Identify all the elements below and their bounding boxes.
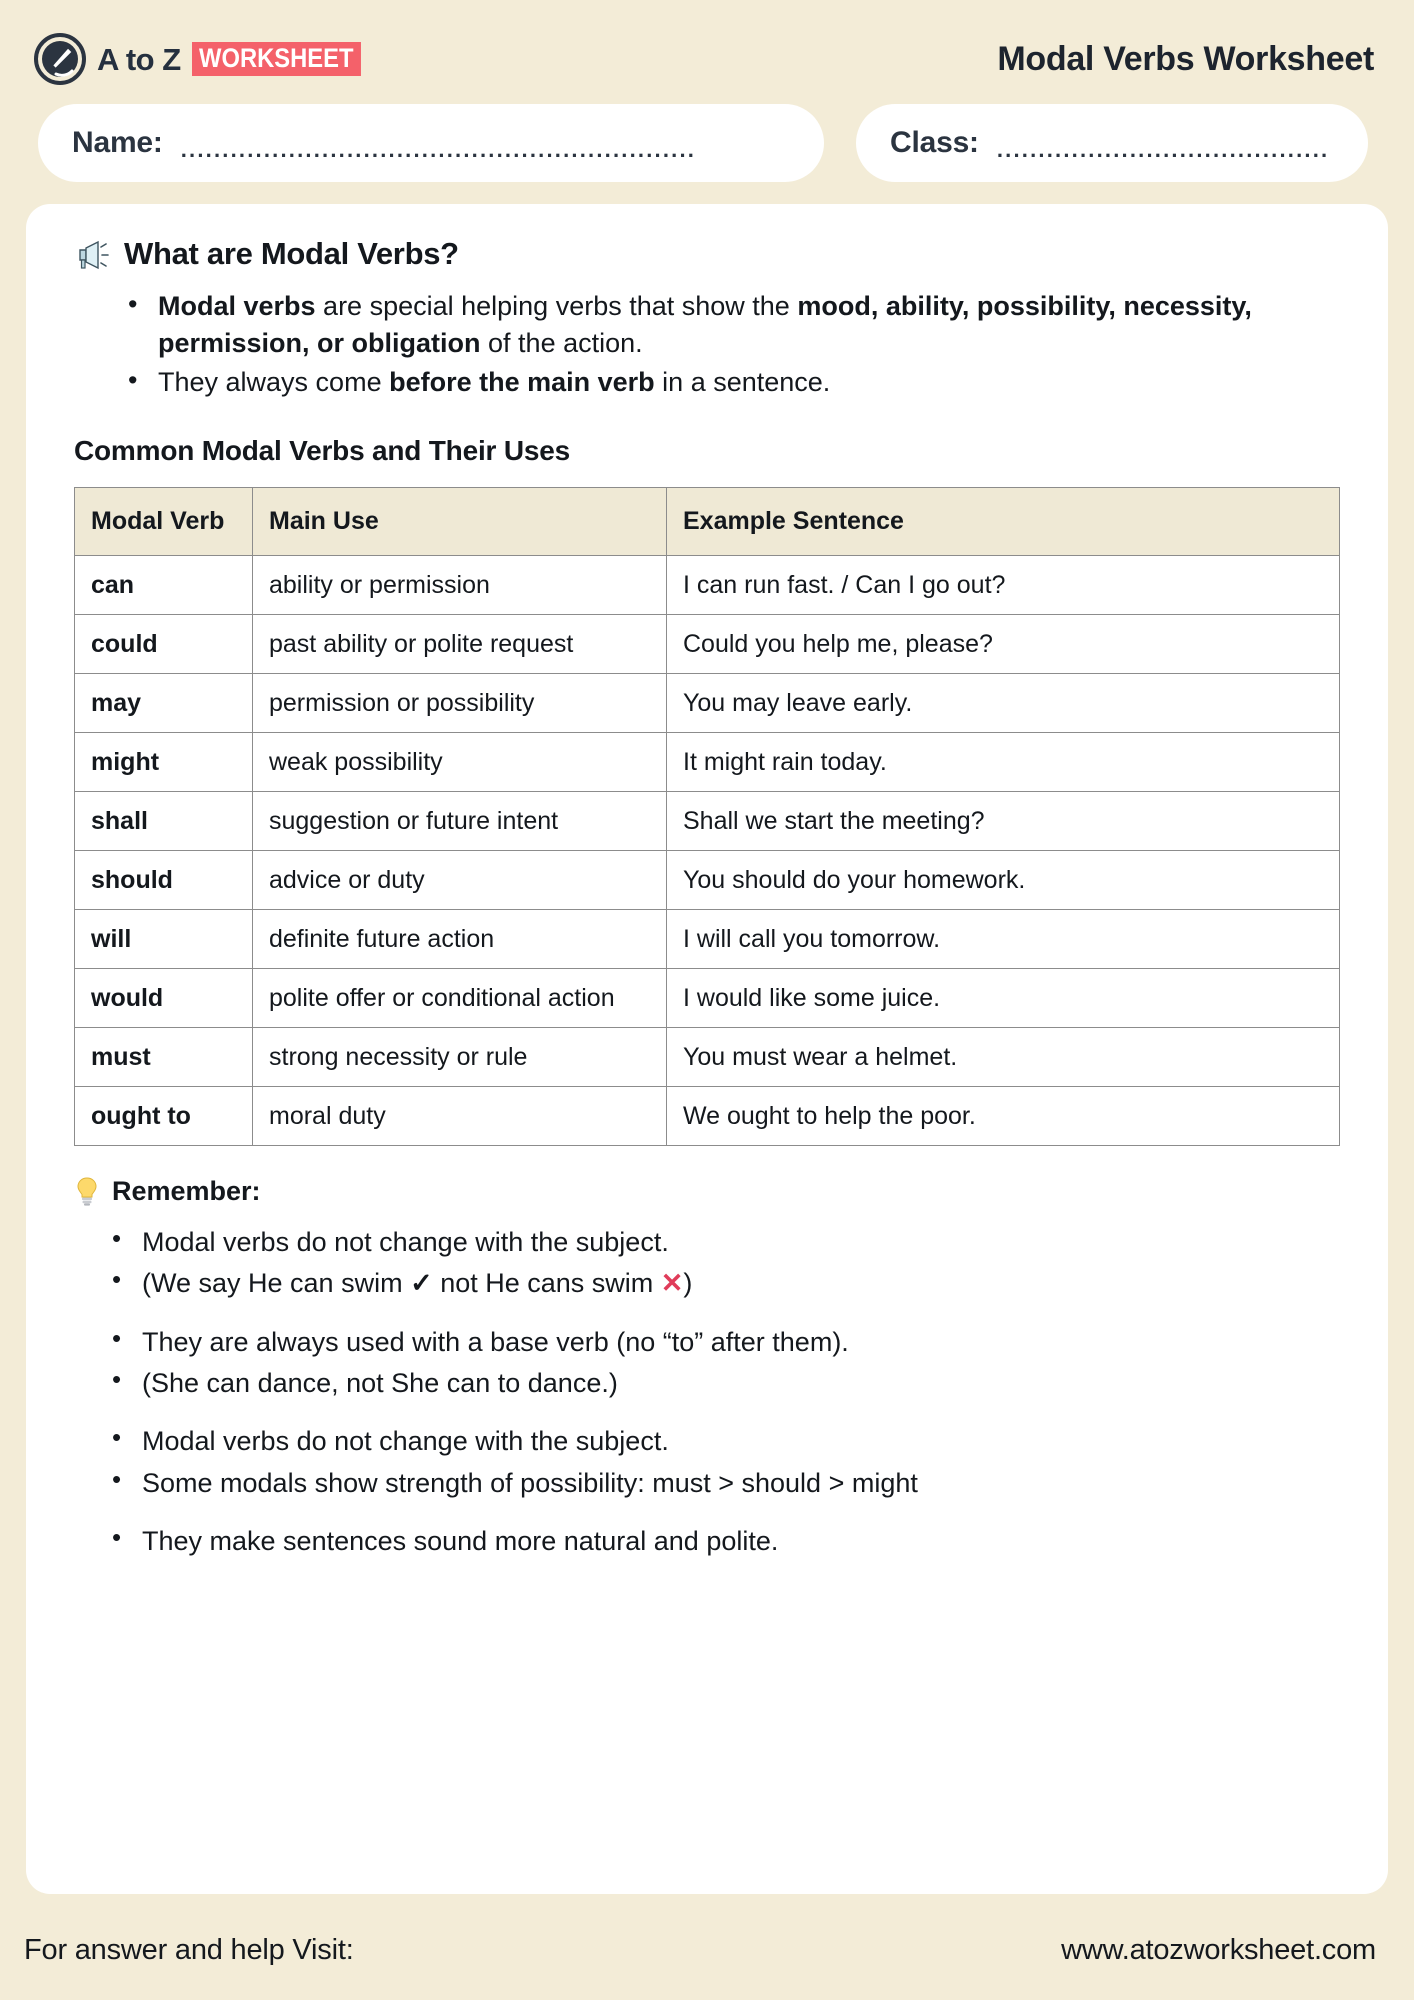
table-row (75, 673, 1340, 732)
footer-help-text: For answer and help Visit: (24, 1933, 354, 1966)
cell-verb: might (75, 732, 253, 791)
remember-item-1-mid: not He cans swim (432, 1268, 661, 1299)
list-item (128, 288, 1356, 362)
cell-example: You must wear a helmet. (667, 1027, 1340, 1086)
intro-b1-strong1: Modal verbs (158, 291, 316, 321)
cell-verb: should (75, 850, 253, 909)
remember-heading-text: Remember: (112, 1175, 261, 1206)
cell-example: I can run fast. / Can I go out? (667, 555, 1340, 614)
remember-item-1-pre: (We say He can swim (142, 1268, 411, 1299)
page-title: Modal Verbs Worksheet (997, 39, 1374, 78)
cell-verb: ought to (75, 1086, 253, 1145)
cell-use: advice or duty (253, 850, 667, 909)
cell-example: You should do your homework. (667, 850, 1340, 909)
intro-b2-text2: in a sentence. (654, 366, 831, 397)
lightbulb-icon (74, 1176, 100, 1206)
remember-item-0: Modal verbs do not change with the subject. (142, 1226, 669, 1257)
worksheet-card (26, 204, 1388, 1894)
remember-item-3: (She can dance, not She can to dance.) (142, 1367, 618, 1398)
brand-logo (34, 33, 383, 85)
cell-use: ability or permission (253, 555, 667, 614)
intro-b2-strong1: before the main verb (389, 366, 655, 397)
modal-verbs-table (74, 487, 1340, 1146)
cell-verb: could (75, 614, 253, 673)
cell-use: definite future action (253, 909, 667, 968)
page-footer (0, 1914, 1414, 2000)
cell-verb: can (75, 555, 253, 614)
cell-use: permission or possibility (253, 673, 667, 732)
intro-b2-text1: They always come (158, 366, 390, 397)
cell-example: I would like some juice. (667, 968, 1340, 1027)
intro-b1-text1: are special helping verbs that show the (315, 291, 798, 321)
page-header (0, 0, 1414, 104)
list-item (110, 1264, 1356, 1302)
checkmark-icon: ✓ (410, 1268, 433, 1299)
cell-example: It might rain today. (667, 732, 1340, 791)
cell-verb: will (75, 909, 253, 968)
brand-atoz-text: A to Z (97, 41, 181, 77)
remember-item-1-post: ) (683, 1268, 693, 1299)
name-field-box[interactable] (38, 104, 824, 182)
list-item (128, 364, 1356, 401)
name-label: Name: (72, 126, 163, 159)
cell-use: moral duty (253, 1086, 667, 1145)
remember-bullet-list (110, 1223, 1356, 1560)
cell-example: We ought to help the poor. (667, 1086, 1340, 1145)
intro-heading-row (76, 236, 1356, 272)
class-input-line[interactable]: ........................................ (996, 137, 1330, 162)
intro-heading-text: What are Modal Verbs? (124, 236, 459, 271)
list-item (110, 1464, 1356, 1502)
megaphone-icon (76, 237, 110, 271)
list-item (110, 1422, 1356, 1460)
cell-use: strong necessity or rule (253, 1027, 667, 1086)
table-row (75, 909, 1340, 968)
class-field-box[interactable] (856, 104, 1368, 182)
table-row (75, 850, 1340, 909)
table-row (75, 791, 1340, 850)
table-row (75, 614, 1340, 673)
list-item (110, 1364, 1356, 1402)
class-label: Class: (890, 126, 979, 159)
cell-use: weak possibility (253, 732, 667, 791)
table-row (75, 1027, 1340, 1086)
remember-item-4: Modal verbs do not change with the subject. (142, 1426, 669, 1457)
table-header-modal-verb: Modal Verb (75, 487, 253, 555)
list-item (110, 1522, 1356, 1560)
list-item (110, 1223, 1356, 1261)
cell-verb: shall (75, 791, 253, 850)
footer-website-url[interactable]: www.atozworksheet.com (1061, 1933, 1376, 1966)
cell-verb: would (75, 968, 253, 1027)
intro-b1-text2: of the action. (480, 327, 643, 358)
cell-use: past ability or polite request (253, 614, 667, 673)
table-row (75, 1086, 1340, 1145)
table-row (75, 555, 1340, 614)
remember-heading-row (74, 1176, 1356, 1207)
table-row (75, 968, 1340, 1027)
table-header-row (75, 487, 1340, 555)
pen-circle-logo-icon (34, 33, 86, 85)
table-header-example-sentence: Example Sentence (667, 487, 1340, 555)
table-header-main-use: Main Use (253, 487, 667, 555)
remember-item-5: Some modals show strength of possibility: must > should > might (142, 1467, 918, 1498)
cell-verb: must (75, 1027, 253, 1086)
brand-worksheet-badge: WORKSHEET (192, 42, 361, 76)
cell-example: Shall we start the meeting? (667, 791, 1340, 850)
name-input-line[interactable]: .............................................................. (180, 137, 697, 162)
remember-item-2: They are always used with a base verb (no “to” after them). (142, 1326, 849, 1357)
table-caption: Common Modal Verbs and Their Uses (74, 434, 570, 466)
cell-example: Could you help me, please? (667, 614, 1340, 673)
cell-example: I will call you tomorrow. (667, 909, 1340, 968)
intro-bullet-list (128, 288, 1356, 401)
table-row (75, 732, 1340, 791)
remember-item-6: They make sentences sound more natural and polite. (142, 1525, 779, 1556)
cell-verb: may (75, 673, 253, 732)
cell-example: You may leave early. (667, 673, 1340, 732)
student-info-row (0, 104, 1414, 186)
cell-use: suggestion or future intent (253, 791, 667, 850)
intro-b1-strong2: mood, ability, possibility, necessity, permission, or obligation (158, 291, 1252, 358)
cross-icon: ✕ (660, 1268, 684, 1299)
cell-use: polite offer or conditional action (253, 968, 667, 1027)
list-item (110, 1323, 1356, 1361)
